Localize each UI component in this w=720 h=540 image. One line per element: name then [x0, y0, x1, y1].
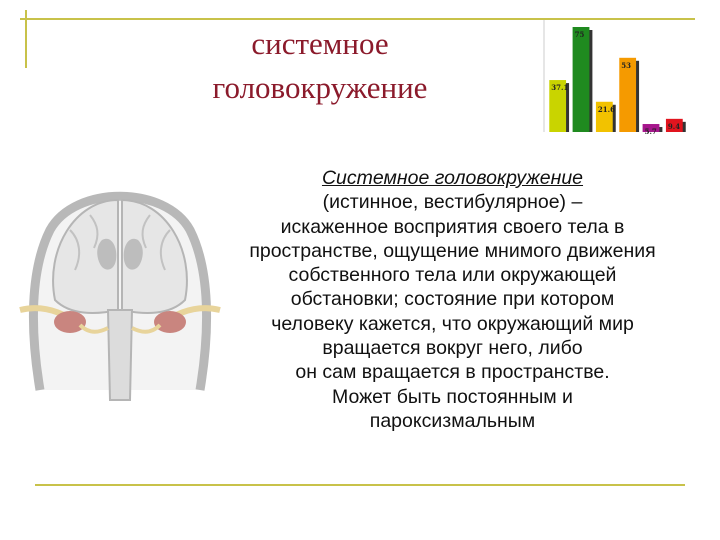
frame-bottom-line: [35, 484, 685, 486]
definition-line-8: он сам вращается в пространстве.: [295, 361, 610, 384]
title-line-1: системное: [251, 26, 389, 61]
bar-value-label: 5.7: [644, 127, 657, 136]
bar-value-label: 75: [574, 30, 585, 39]
definition-line-7: вращается вокруг него, либо: [322, 337, 583, 360]
definition-line-1: (истинное, вестибулярное) –: [322, 191, 583, 214]
bar-value-label: 9.4: [667, 121, 681, 131]
slide-title: [160, 22, 480, 110]
definition-text: [200, 166, 705, 433]
definition-line-3: пространстве, ощущение мнимого движения: [249, 239, 656, 262]
definition-line-9: Может быть постоянным и: [332, 385, 573, 408]
bar-value-label: 21.6: [597, 104, 615, 114]
bar-value-label: 37.1: [551, 83, 569, 93]
definition-term: Системное головокружение: [321, 167, 584, 189]
bar-value-label: 53: [621, 60, 632, 70]
definition-line-10: пароксизмальным: [369, 409, 536, 432]
definition-line-2: искаженное восприятия своего тела в: [280, 215, 625, 238]
bar-2: [573, 27, 590, 132]
definition-line-6: человеку кажется, что окружающий мир: [271, 312, 634, 335]
bar-chart: [510, 14, 690, 136]
frame-left-line: [25, 10, 27, 68]
definition-line-4: собственного тела или окружающей: [288, 264, 617, 287]
title-line-2: головокружение: [212, 70, 428, 105]
definition-line-5: обстановки; состояние при котором: [290, 288, 615, 311]
brain-coronal-section-icon: [10, 160, 230, 410]
